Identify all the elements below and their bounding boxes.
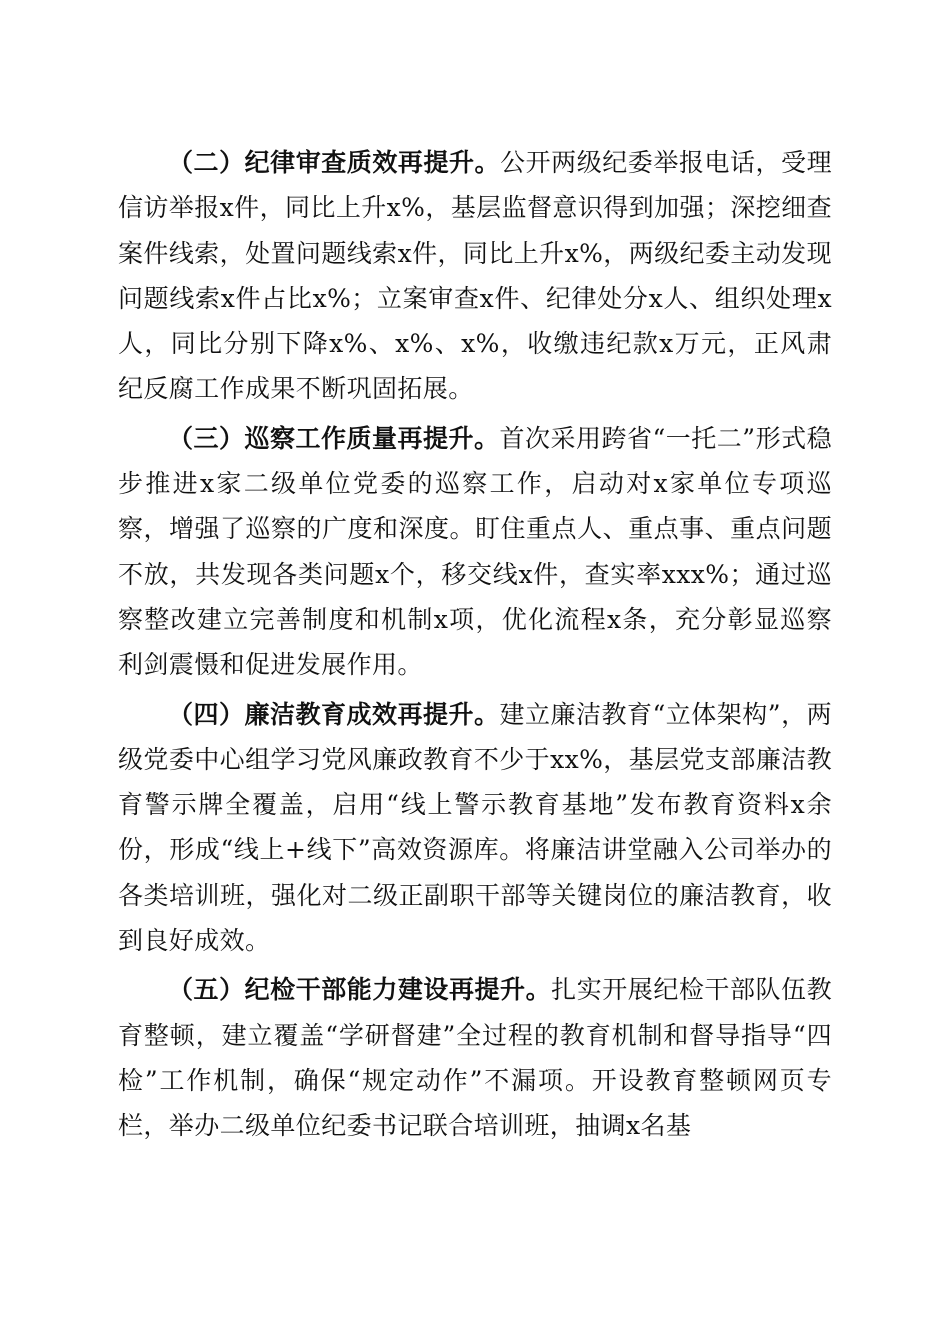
- paragraph-heading: （五）纪检干部能力建设再提升。: [168, 975, 552, 1005]
- paragraph-heading: （二）纪律审查质效再提升。: [168, 148, 501, 177]
- paragraph-integrity-education: [118, 692, 832, 964]
- paragraph-text: 首次采用跨省“一托二”形式稳步推进x家二级单位党委的巡察工作，启动对x家单位专项巡察，增强了巡察的广度和深度。盯住重点人、重点事、重点问题不放，共发现各类问题x个，移交线x件，查实率xxx%；通过巡察整改建立完善制度和机制x项，优化流程x条，充分彰显巡察利剑震慑和促进发展作用。: [118, 423, 832, 680]
- paragraph-inspection: [118, 416, 832, 688]
- paragraph-discipline-review: [118, 140, 832, 412]
- paragraph-cadre-capacity: [118, 967, 832, 1148]
- paragraph-heading: （三）巡察工作质量再提升。: [168, 423, 500, 453]
- paragraph-text: 公开两级纪委举报电话，受理信访举报x件，同比上升x%，基层监督意识得到加强；深挖细查案件线索，处置问题线索x件，同比上升x%，两级纪委主动发现问题线索x件占比x%；立案审查x件、纪律处分x人、组织处理x人，同比分别下降x%、x%、x%，收缴违纪款x万元，正风肃纪反腐工作成果不断巩固拓展。: [118, 148, 833, 404]
- paragraph-heading: （四）廉洁教育成效再提升。: [168, 699, 500, 729]
- document-body: [118, 140, 832, 1153]
- paragraph-text: 建立廉洁教育“立体架构”，两级党委中心组学习党风廉政教育不少于xx%，基层党支部廉洁教育警示牌全覆盖，启用“线上警示教育基地”发布教育资料x余份，形成“线上+线下”高效资源库。将廉洁讲堂融入公司举办的各类培训班，强化对二级正副职干部等关键岗位的廉洁教育，收到良好成效。: [118, 699, 832, 956]
- paragraph-text: 扎实开展纪检干部队伍教育整顿，建立覆盖“学研督建”全过程的教育机制和督导指导“四检”工作机制，确保“规定动作”不漏项。开设教育整顿网页专栏，举办二级单位纪委书记联合培训班，抽调x名基: [118, 975, 832, 1141]
